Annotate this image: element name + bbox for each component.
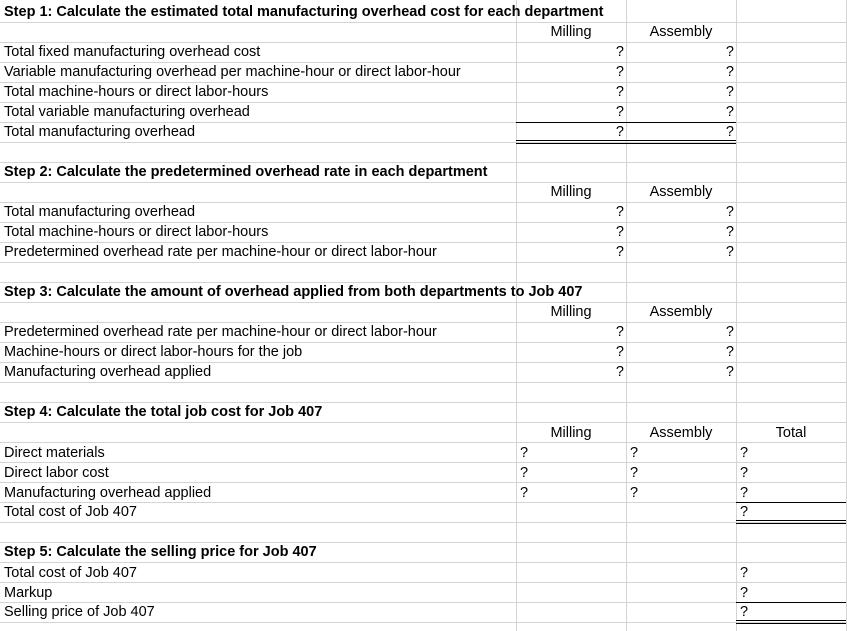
row-label: Total machine-hours or direct labor-hours — [4, 224, 269, 240]
gridline — [0, 262, 847, 263]
milling-cell[interactable]: ? — [615, 204, 624, 220]
milling-cell[interactable]: ? — [615, 84, 624, 100]
milling-cell[interactable]: ? — [615, 344, 624, 360]
gridline — [736, 0, 737, 631]
step1-heading: Step 1: Calculate the estimated total manufacturing overhead cost for each department — [4, 4, 604, 20]
step4-heading: Step 4: Calculate the total job cost for Job 407 — [4, 404, 323, 420]
milling-cell[interactable]: ? — [615, 244, 624, 260]
gridline — [0, 422, 847, 423]
assembly-cell[interactable]: ? — [725, 64, 734, 80]
row-label: Total variable manufacturing overhead — [4, 104, 250, 120]
assembly-cell[interactable]: ? — [725, 124, 734, 140]
milling-cell[interactable]: ? — [615, 124, 624, 140]
milling-column-header: Milling — [550, 425, 592, 441]
assembly-cell[interactable]: ? — [725, 104, 734, 120]
total-double-underline — [736, 520, 846, 524]
total-cell[interactable]: ? — [740, 504, 749, 520]
assembly-column-header: Assembly — [649, 425, 713, 441]
milling-cell[interactable]: ? — [520, 485, 529, 501]
row-label: Total cost of Job 407 — [4, 565, 137, 581]
subtotal-underline — [736, 502, 846, 503]
step5-heading: Step 5: Calculate the selling price for Job 407 — [4, 544, 317, 560]
total-double-underline — [736, 620, 846, 624]
total-cell[interactable]: ? — [740, 604, 749, 620]
assembly-cell[interactable]: ? — [725, 344, 734, 360]
assembly-cell[interactable]: ? — [725, 244, 734, 260]
milling-cell[interactable]: ? — [615, 104, 624, 120]
assembly-cell[interactable]: ? — [725, 84, 734, 100]
row-label: Machine-hours or direct labor-hours for the job — [4, 344, 303, 360]
milling-cell[interactable]: ? — [520, 465, 529, 481]
total-cell[interactable]: ? — [740, 585, 749, 601]
milling-cell[interactable]: ? — [615, 64, 624, 80]
assembly-cell[interactable]: ? — [725, 44, 734, 60]
assembly-cell[interactable]: ? — [725, 324, 734, 340]
total-cell[interactable]: ? — [740, 445, 749, 461]
milling-column-header: Milling — [550, 184, 592, 200]
assembly-cell[interactable]: ? — [725, 224, 734, 240]
assembly-cell[interactable]: ? — [725, 204, 734, 220]
row-label: Predetermined overhead rate per machine-hour or direct labor-hour — [4, 324, 437, 340]
milling-cell[interactable]: ? — [520, 445, 529, 461]
row-label: Markup — [4, 585, 53, 601]
assembly-column-header: Assembly — [649, 24, 713, 40]
total-cell[interactable]: ? — [740, 565, 749, 581]
total-double-underline — [516, 140, 736, 144]
subtotal-underline — [736, 602, 846, 603]
gridline — [0, 562, 847, 563]
milling-column-header: Milling — [550, 24, 592, 40]
assembly-column-header: Assembly — [649, 304, 713, 320]
milling-cell[interactable]: ? — [615, 224, 624, 240]
row-label: Total fixed manufacturing overhead cost — [4, 44, 261, 60]
milling-cell[interactable]: ? — [615, 324, 624, 340]
row-label: Variable manufacturing overhead per machine-hour or direct labor-hour — [4, 64, 461, 80]
total-cell[interactable]: ? — [740, 485, 749, 501]
row-label: Total manufacturing overhead — [4, 204, 196, 220]
total-column-header: Total — [775, 425, 807, 441]
assembly-cell[interactable]: ? — [630, 465, 639, 481]
row-label: Total manufacturing overhead — [4, 124, 196, 140]
assembly-cell[interactable]: ? — [630, 445, 639, 461]
row-label: Manufacturing overhead applied — [4, 364, 212, 380]
row-label: Total machine-hours or direct labor-hours — [4, 84, 269, 100]
gridline — [0, 462, 847, 463]
gridline — [0, 482, 847, 483]
row-label: Direct labor cost — [4, 465, 109, 481]
row-label: Manufacturing overhead applied — [4, 485, 212, 501]
gridline — [0, 522, 847, 523]
row-label: Selling price of Job 407 — [4, 604, 155, 620]
total-cell[interactable]: ? — [740, 465, 749, 481]
milling-cell[interactable]: ? — [615, 364, 624, 380]
row-label: Predetermined overhead rate per machine-hour or direct labor-hour — [4, 244, 437, 260]
assembly-column-header: Assembly — [649, 184, 713, 200]
assembly-cell[interactable]: ? — [630, 485, 639, 501]
milling-cell[interactable]: ? — [615, 44, 624, 60]
gridline — [0, 382, 847, 383]
row-label: Direct materials — [4, 445, 105, 461]
milling-column-header: Milling — [550, 304, 592, 320]
step2-heading: Step 2: Calculate the predetermined overhead rate in each department — [4, 164, 488, 180]
gridline — [0, 622, 847, 623]
assembly-cell[interactable]: ? — [725, 364, 734, 380]
step3-heading: Step 3: Calculate the amount of overhead applied from both departments to Job 407 — [4, 284, 583, 300]
row-label: Total cost of Job 407 — [4, 504, 137, 520]
